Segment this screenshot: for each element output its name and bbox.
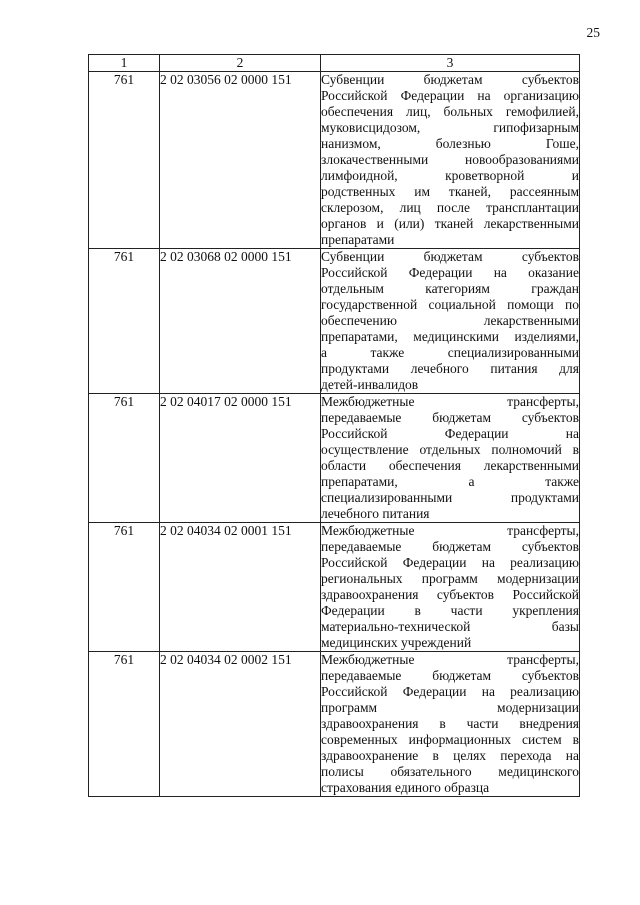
description-line: лечебного питания (321, 506, 430, 521)
description-line: Российской Федерации на реализацию (321, 555, 579, 570)
description-line: препаратами, медицинскими изделиями, (321, 329, 579, 344)
description-line: полисы обязательного медицинского (321, 764, 579, 779)
table-row (89, 523, 580, 652)
description-line: препаратами (321, 232, 395, 247)
description-line: передаваемые бюджетам субъектов (321, 410, 579, 425)
description-line: передаваемые бюджетам субъектов (321, 539, 579, 554)
table-header-row (89, 55, 580, 72)
description-line: муковисцидозом, гипофизарным (321, 120, 579, 135)
row-number-cell: 761 (89, 72, 160, 249)
description-line: Российской Федерации на оказание (321, 265, 579, 280)
description-cell (321, 394, 580, 523)
description-line: области обеспечения лекарственными (321, 458, 579, 473)
budget-code-cell: 2 02 03068 02 0000 151 (160, 249, 321, 394)
description-line: детей-инвалидов (321, 377, 419, 392)
description-line: современных информационных систем в (321, 732, 579, 747)
description-line: родственных им тканей, рассеянным (321, 184, 579, 199)
description-line: региональных программ модернизации (321, 571, 579, 586)
header-col-1: 1 (89, 55, 160, 72)
description-line: Субвенции бюджетам субъектов (321, 72, 579, 87)
description-line: склерозом, лиц после трансплантации (321, 200, 579, 215)
description-cell (321, 249, 580, 394)
page-number: 25 (586, 25, 600, 40)
description-cell (321, 652, 580, 797)
description-line: Межбюджетные трансферты, (321, 652, 579, 667)
description-line: Федерации в части укрепления (321, 603, 579, 618)
header-col-3: 3 (321, 55, 580, 72)
row-number-cell: 761 (89, 394, 160, 523)
description-line: обеспечению лекарственными (321, 313, 579, 328)
description-line: программ модернизации (321, 700, 579, 715)
description-line: злокачественными новообразованиями (321, 152, 579, 167)
table-row (89, 652, 580, 797)
description-line: передаваемые бюджетам субъектов (321, 668, 579, 683)
description-line: Российской Федерации на реализацию (321, 684, 579, 699)
description-cell (321, 523, 580, 652)
description-line: отдельным категориям граждан (321, 281, 579, 296)
description-line: продуктами лечебного питания для (321, 361, 579, 376)
description-line: здравоохранения субъектов Российской (321, 587, 579, 602)
description-line: лимфоидной, кроветворной и (321, 168, 579, 183)
description-line: а также специализированными (321, 345, 579, 360)
description-line: Российской Федерации на организацию (321, 88, 579, 103)
description-line: препаратами, а также (321, 474, 579, 489)
budget-code-cell: 2 02 03056 02 0000 151 (160, 72, 321, 249)
table-row (89, 394, 580, 523)
description-line: осуществление отдельных полномочий в (321, 442, 579, 457)
description-line: Межбюджетные трансферты, (321, 523, 579, 538)
description-line: специализированными продуктами (321, 490, 579, 505)
description-line: Российской Федерации на (321, 426, 579, 441)
description-line: Межбюджетные трансферты, (321, 394, 579, 409)
budget-table (88, 54, 580, 797)
description-line: органов и (или) тканей лекарственными (321, 216, 579, 231)
description-line: страхования единого образца (321, 780, 490, 795)
description-line: обеспечения лиц, больных гемофилией, (321, 104, 579, 119)
row-number-cell: 761 (89, 249, 160, 394)
row-number-cell: 761 (89, 523, 160, 652)
row-number-cell: 761 (89, 652, 160, 797)
description-line: Субвенции бюджетам субъектов (321, 249, 579, 264)
description-line: нанизмом, болезнью Гоше, (321, 136, 579, 151)
description-line: государственной социальной помощи по (321, 297, 579, 312)
budget-code-cell: 2 02 04034 02 0002 151 (160, 652, 321, 797)
budget-code-cell: 2 02 04034 02 0001 151 (160, 523, 321, 652)
table-row (89, 72, 580, 249)
description-line: медицинских учреждений (321, 635, 472, 650)
description-line: здравоохранения в части внедрения (321, 716, 579, 731)
table-row (89, 249, 580, 394)
description-line: материально-технической базы (321, 619, 579, 634)
header-col-2: 2 (160, 55, 321, 72)
description-line: здравоохранение в целях перехода на (321, 748, 579, 763)
budget-code-cell: 2 02 04017 02 0000 151 (160, 394, 321, 523)
description-cell (321, 72, 580, 249)
